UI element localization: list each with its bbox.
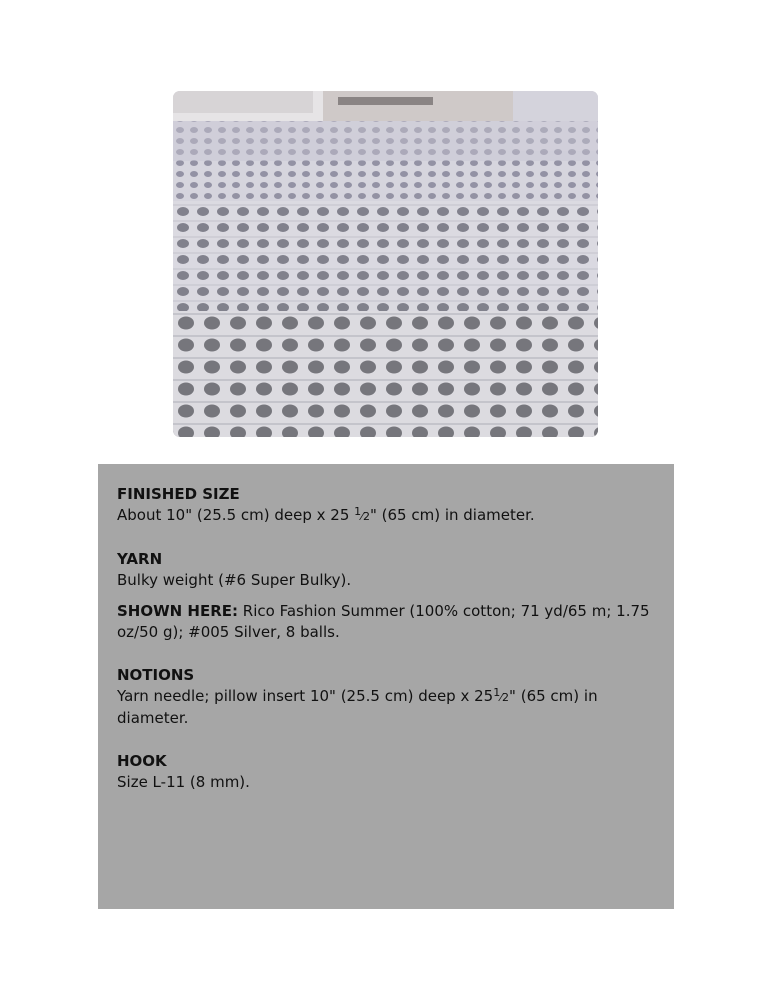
notions-fraction-numerator: 1 [493, 686, 501, 699]
notions-fraction-denominator: ⁄2 [500, 691, 510, 704]
crochet-mesh-illustration [173, 91, 598, 437]
finished-size-text-end: " (65 cm) in diameter. [369, 506, 535, 524]
yarn-section [117, 549, 656, 591]
notions-fraction [493, 686, 510, 704]
yarn-heading: YARN [117, 550, 163, 568]
finished-size-section [117, 484, 656, 527]
hook-heading: HOOK [117, 752, 167, 770]
finished-size-fraction [354, 505, 370, 523]
shown-here-section [117, 601, 656, 643]
finished-size-fraction-numerator: 1 [354, 505, 362, 518]
shown-here-heading: SHOWN HERE: [117, 602, 239, 620]
hook-section [117, 751, 656, 793]
finished-size-fraction-denominator: ⁄2 [361, 510, 370, 523]
notions-section [117, 665, 656, 729]
pattern-info-panel [98, 464, 674, 909]
notions-heading: NOTIONS [117, 666, 195, 684]
finished-size-text: About 10" (25.5 cm) deep x 25 [117, 506, 355, 524]
notions-text: Yarn needle; pillow insert 10" (25.5 cm) deep x 25 [117, 687, 494, 705]
hook-text: Size L-11 (8 mm). [117, 773, 250, 791]
notions-text-end: " (65 cm) in diameter. [117, 687, 598, 727]
finished-size-heading: FINISHED SIZE [117, 485, 240, 503]
yarn-text: Bulky weight (#6 Super Bulky). [117, 571, 352, 589]
shown-here-text: Rico Fashion Summer (100% cotton; 71 yd/65 m; 1.75 oz/50 g); #005 Silver, 8 balls. [117, 602, 650, 641]
crochet-fabric-photo [173, 91, 598, 437]
